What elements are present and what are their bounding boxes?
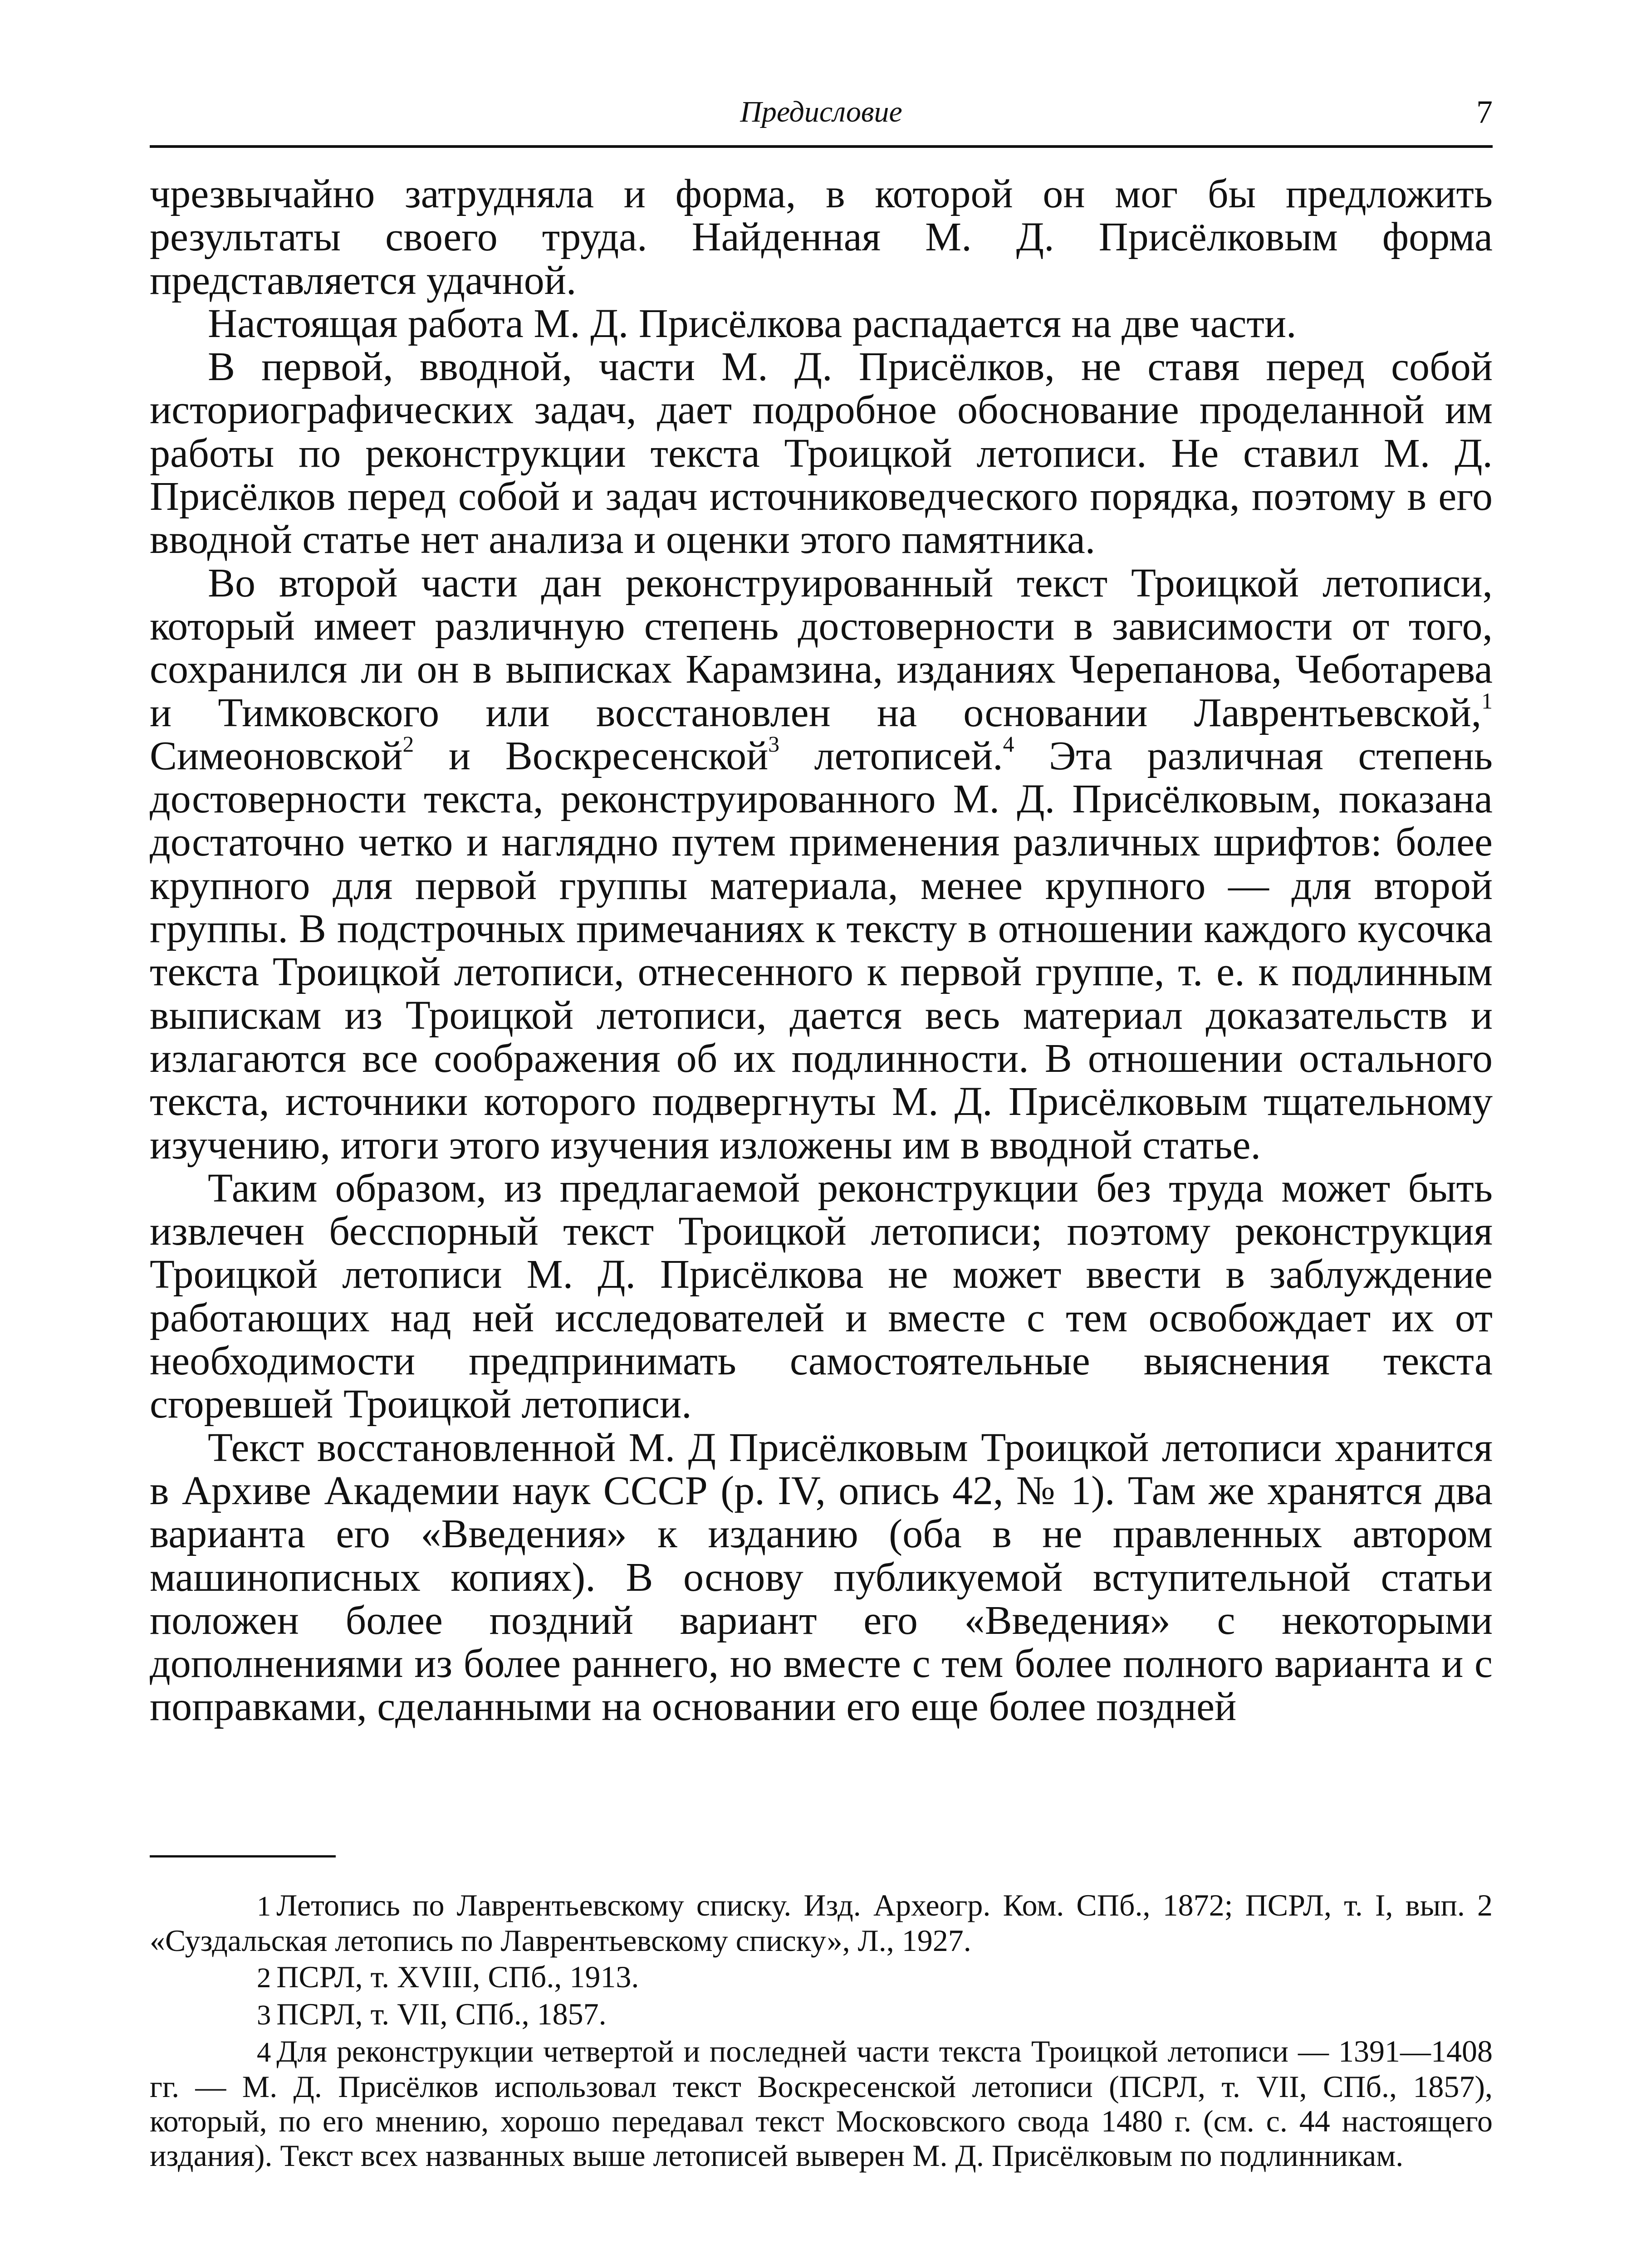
main-text [150,172,1493,1729]
paragraph-6: Текст восстановленной М. Д Присёлковым Троицкой летописи хранится в Архиве Академии наук СССР (р. IV, опись 42, № 1). Там же хранятся два варианта его «Введения» к изданию (оба в не правленных автором машинописных копиях). В основу публикуемой вступительной статьи положен более поздний вариант его «Введения» с некоторыми дополнениями из более раннего, но вместе с тем более полного варианта и с поправками, сделанными на основании его еще более поздней [150,1425,1493,1730]
footnote-number: 2 [257,1962,271,1994]
paragraph-2: Настоящая работа М. Д. Присёлкова распадается на две части. [208,301,1297,346]
footnote-ref-4: 4 [1003,732,1014,757]
footnote-number: 3 [257,1999,271,2031]
footnote-number: 4 [257,2036,271,2068]
footnote-separator [150,1855,336,1857]
footnote-number: 1 [257,1890,271,1922]
running-title: Предисловие [740,95,902,128]
footnote-1 [150,1888,1493,1958]
footnote-text: Для реконструкции четвертой и последней части текста Троицкой летописи — 1391—1408 гг. — М. Д. Присёлков использовал текст Воскресенской летописи (ПСРЛ, т. VII, СПб., 1857), который, по его мнению, хорошо передавал текст Московского свода 1480 г. (см. с. 44 настоящего издания). Текст всех названных выше летописей выверен М. Д. Присёлковым по подлинникам. [150,2034,1493,2173]
footnote-3 [150,1997,1493,2032]
paragraph-4-text-5: Эта различная степень достоверности текста, реконструированного М. Д. Присёлковым, показана достаточно четко и наглядно путем применения различных шрифтов: более крупного для первой группы материала, менее крупного — для второй группы. В подстрочных примечаниях к тексту в отношении каждого кусочка текста Троицкой летописи, отнесенного к первой группе, т. е. к подлинным выпискам из Троицкой летописи, дается весь материал доказательств и излагаются все соображения об их подлинности. В отношении остального текста, источники которого подвергнуты М. Д. Присёлковым тщательному изучению, итоги этого изучения изложены им в вводной статье. [150,733,1493,1168]
footnote-2 [150,1960,1493,1995]
footnote-4 [150,2034,1493,2173]
footnote-ref-3: 3 [768,732,779,757]
footnote-text: ПСРЛ, т. XVIII, СПб., 1913. [276,1960,639,1994]
paragraph-5: Таким образом, из предлагаемой реконструкции без труда может быть извлечен бесспорный текст Троицкой летописи; поэтому реконструкция Троицкой летописи М. Д. Присёлкова не может ввести в заблуждение работающих над ней исследователей и вместе с тем освобождает их от необходимости предпринимать самостоятельные выяснения текста сгоревшей Троицкой летописи. [150,1165,1493,1427]
paragraph-1: чрезвычайно затрудняла и форма, в которой он мог бы предложить результаты своего труда. Найденная М. Д. Присёлковым форма представляется удачной. [150,171,1493,303]
paragraph-4 [150,562,1493,1167]
page-number: 7 [1476,94,1493,130]
footnote-text: Летопись по Лаврентьевскому списку. Изд. Археогр. Ком. СПб., 1872; ПСРЛ, т. I, вып. 2 «Суздальская летопись по Лаврентьевскому списку», Л., 1927. [150,1888,1493,1958]
footnotes [150,1888,1493,2175]
footnote-ref-2: 2 [402,732,414,757]
paragraph-3: В первой, вводной, части М. Д. Присёлков, не ставя перед собой историографических задач, дает подробное обоснование проделанной им работы по реконструкции текста Троицкой летописи. Не ставил М. Д. Присёлков перед собой и задач источниковедческого порядка, поэтому в его вводной статье нет анализа и оценки этого памятника. [150,344,1493,562]
paragraph-4-text-1: Во второй части дан реконструированный текст Троицкой летописи, который имеет различную степень достоверности в зависимости от того, сохранился ли он в выписках Карамзина, изданиях Черепанова, Чеботарева и Тимковского или восстановлен на основании Лаврентьевской, [150,560,1493,735]
footnote-text: ПСРЛ, т. VII, СПб., 1857. [276,1997,607,2031]
paragraph-4-text-3: и Воскресенской [414,733,769,778]
paragraph-4-text-4: летописей. [779,733,1003,778]
footnote-ref-1: 1 [1481,689,1493,714]
running-header [150,86,1493,148]
paragraph-4-text-2: Симеоновской [150,733,403,778]
